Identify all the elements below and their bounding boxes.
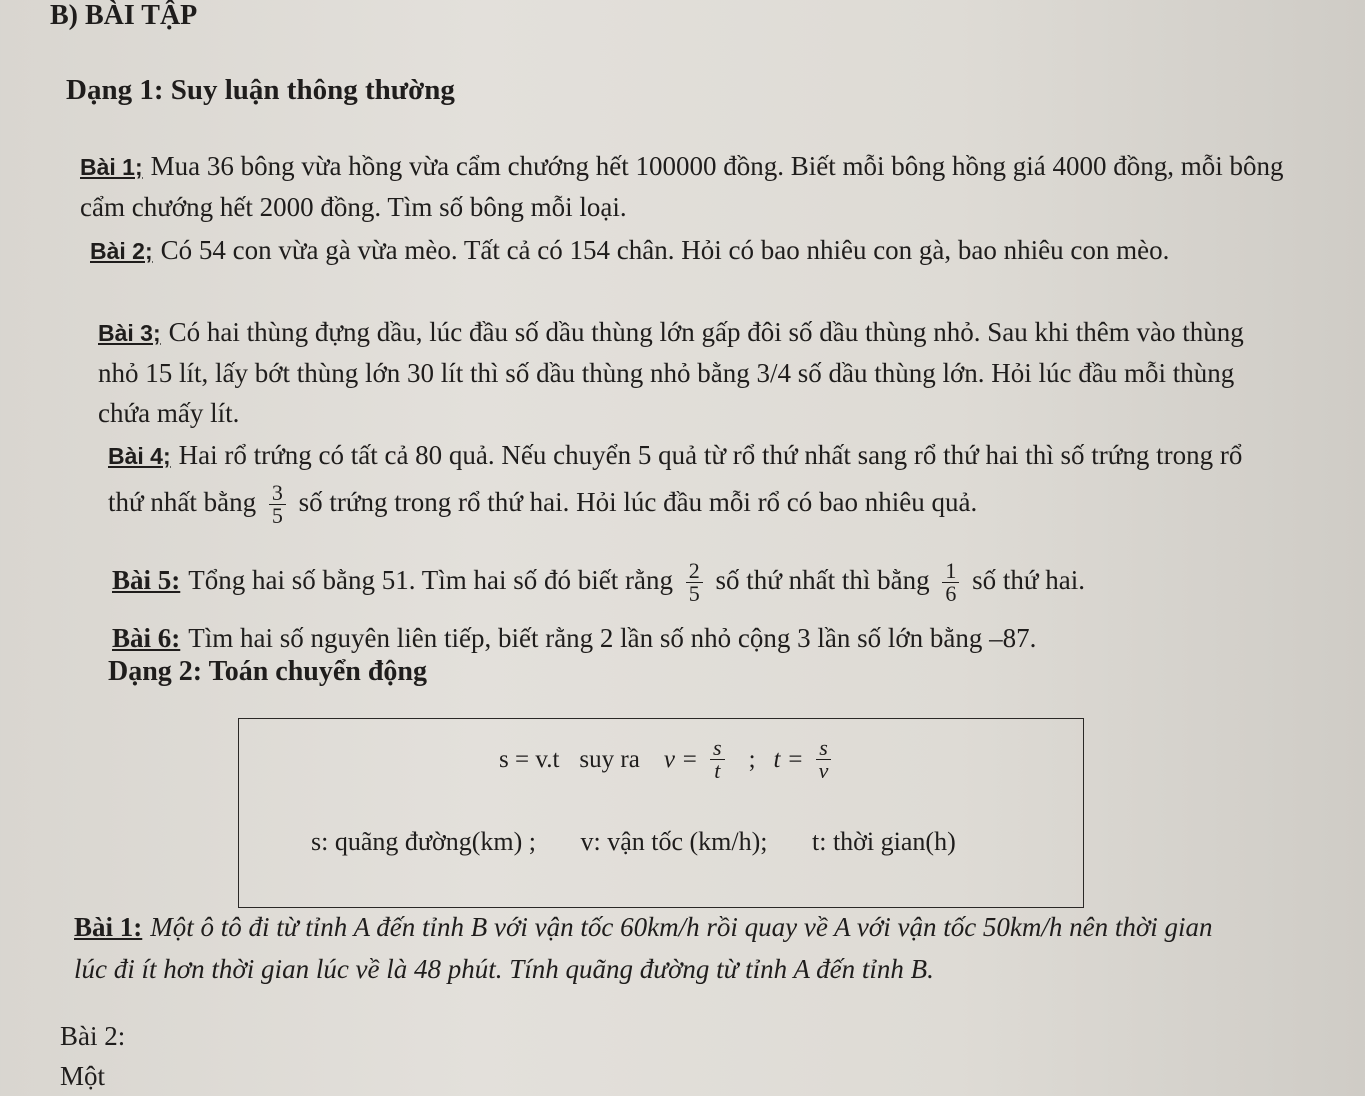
fraction-denominator: 5 [271,503,283,529]
fraction-denominator: v [818,758,829,783]
fraction-2-5 [686,560,703,605]
motion-exercise-1-label: Bài 1: [74,912,143,942]
fraction-denominator: t [714,758,721,783]
exercise-5-label: Bài 5: [112,565,181,595]
legend-s: s: quãng đường(km) ; [311,827,536,856]
exercise-2-text: Có 54 con vừa gà vừa mèo. Tất cả có 154 chân. Hỏi có bao nhiêu con gà, bao nhiêu con mèo. [160,235,1170,265]
exercise-2-label: Bài 2; [90,238,153,264]
motion-exercise-1-text: Một ô tô đi từ tỉnh A đến tỉnh B với vận tốc 60km/h rồi quay về A với vận tốc 50km/h nên thời gian lúc đi ít hơn thời gian lúc về là 48 phút. Tính quãng đường từ tỉnh A đến tỉnh B. [74,912,1213,984]
exercise-6 [112,618,1262,658]
dang1-heading: Dạng 1: Suy luận thông thường [66,74,455,106]
cut-off-next-exercise: Bài 2: Một [60,1021,126,1091]
exercise-6-text: Tìm hai số nguyên liên tiếp, biết rằng 2 lần số nhỏ cộng 3 lần số lớn bằng –87. [188,623,1037,653]
exercise-3-text: Có hai thùng đựng dầu, lúc đầu số dầu thùng lớn gấp đôi số dầu thùng nhỏ. Sau khi thêm vào thùng nhỏ 15 lít, lấy bớt thùng lớn 30 lít thì số dầu thùng nhỏ bằng 3/4 số dầu thùng lớn. Hỏi lúc đầu mỗi thùng chứa mấy lít. [98,317,1244,428]
motion-exercise-1 [74,906,1244,990]
exercise-4-label: Bài 4; [108,443,171,469]
formula-separator: ; [748,745,756,773]
fraction-denominator: 5 [688,581,700,607]
exercise-5-text-middle: số thứ nhất thì bằng [715,565,930,595]
formula-box [238,718,1084,908]
fraction-numerator: 2 [686,560,703,583]
fraction-1-6 [942,560,959,605]
formula-suy-ra: suy ra [579,745,640,773]
exercise-1 [80,146,1330,227]
fraction-denominator: 6 [945,581,957,607]
exercise-3-label: Bài 3; [98,320,161,346]
exercise-4 [108,432,1258,527]
exercise-1-label: Bài 1; [80,154,143,180]
exercise-5 [112,560,1262,605]
exercise-4-text-before: Hai rổ trứng có tất cả 80 quả. Nếu chuyển 5 quả từ rổ thứ nhất sang rổ thứ hai thì số trứng trong rổ thứ nhất bằng [108,440,1243,517]
exercise-2 [90,230,1300,271]
section-b-heading: B) BÀI TẬP [50,0,198,31]
fraction-3-5 [269,482,286,527]
fraction-numerator: 3 [269,482,286,505]
dang2-heading: Dạng 2: Toán chuyển động [108,656,428,687]
formula-line [499,737,837,782]
exercise-1-text: Mua 36 bông vừa hồng vừa cẩm chướng hết 100000 đồng. Biết mỗi bông hồng giá 4000 đồng, mỗi bông cẩm chướng hết 2000 đồng. Tìm số bông mỗi loại. [80,151,1284,222]
fraction-numerator: s [710,737,725,760]
fraction-numerator: s [816,737,831,760]
formula-legend [311,827,956,857]
fraction-s-over-t [710,737,725,782]
exercise-5-text-after: số thứ hai. [972,565,1085,595]
t-lhs: t = [773,745,804,773]
legend-t: t: thời gian(h) [812,827,956,856]
exercise-5-text-before: Tổng hai số bằng 51. Tìm hai số đó biết rằng [188,565,673,595]
legend-v: v: vận tốc (km/h); [580,827,768,856]
exercise-6-label: Bài 6: [112,623,181,653]
exercise-4-text-after: số trứng trong rổ thứ hai. Hỏi lúc đầu mỗi rổ có bao nhiêu quả. [298,487,978,517]
exercise-3 [98,312,1278,433]
formula-main: s = v.t [499,745,560,773]
fraction-numerator: 1 [942,560,959,583]
v-lhs: v = [663,745,699,773]
fraction-s-over-v [816,737,832,782]
